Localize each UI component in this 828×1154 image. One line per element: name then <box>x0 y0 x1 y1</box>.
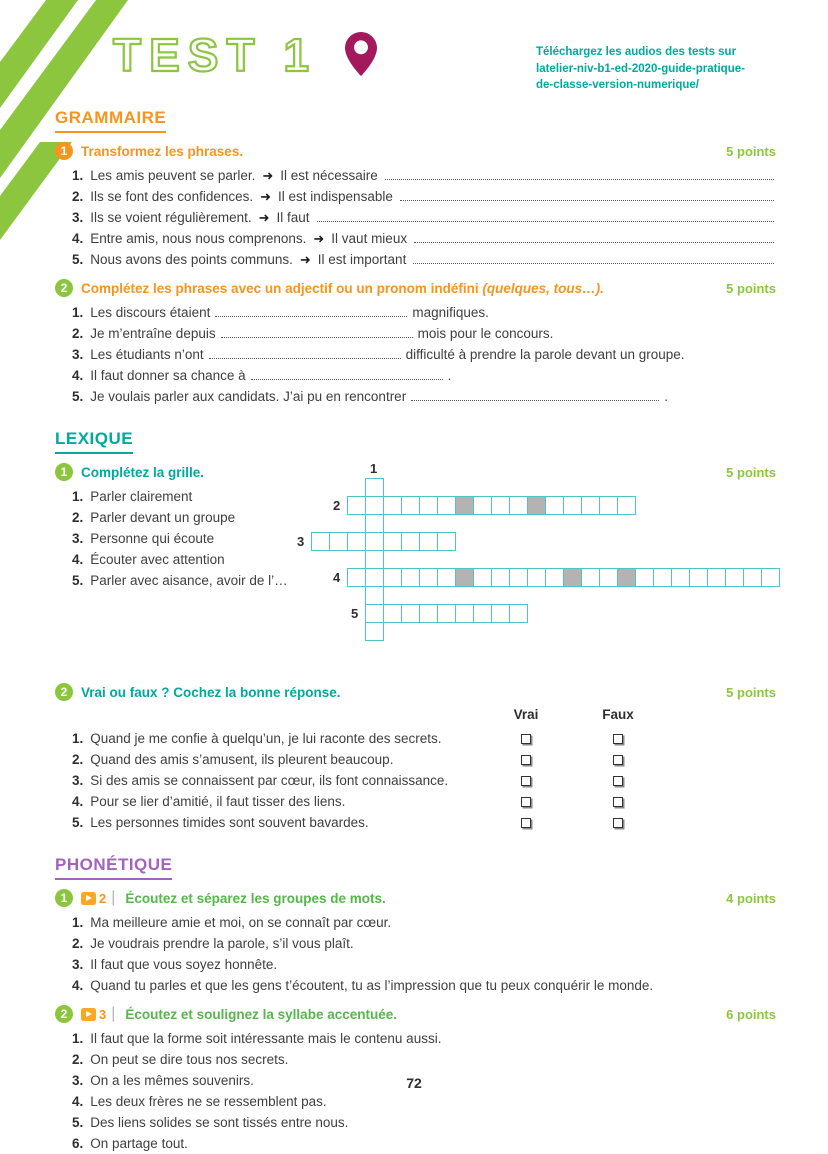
crossword-cell[interactable] <box>761 568 780 587</box>
crossword-cell[interactable] <box>347 532 366 551</box>
note-line: de-classe-version-numerique/ <box>536 79 699 92</box>
item-text: Ma meilleure amie et moi, on se connaît par cœur. <box>90 915 392 931</box>
section-phonetique <box>55 855 776 1154</box>
answer-blank[interactable] <box>413 263 774 264</box>
item-text: On partage tout. <box>90 1136 188 1152</box>
crossword-cell[interactable] <box>383 496 402 515</box>
column-header-vrai: Vrai <box>513 707 539 723</box>
item-number: 1. <box>72 1031 84 1047</box>
answer-blank[interactable] <box>385 179 774 180</box>
crossword-cell[interactable] <box>509 496 528 515</box>
item-number: 4. <box>72 794 84 810</box>
arrow-icon: ➜ <box>260 189 272 205</box>
exercise-item <box>72 323 776 344</box>
points-label: 5 points <box>726 143 776 159</box>
crossword-clue-number: 4 <box>333 570 341 586</box>
separator: | <box>111 889 116 907</box>
crossword-cell[interactable] <box>599 568 618 587</box>
audio-download-note <box>536 30 776 94</box>
item-number: 2. <box>72 936 84 952</box>
item-number: 5. <box>72 573 84 589</box>
item-text: Il faut que vous soyez honnête. <box>90 957 278 973</box>
exercise-item <box>72 1070 776 1091</box>
section-grammaire <box>55 108 776 407</box>
points-label: 5 points <box>726 464 776 480</box>
exercise-header-l2 <box>55 683 776 701</box>
item-number: 1. <box>72 489 84 505</box>
points-label: 5 points <box>726 684 776 700</box>
crossword-cell[interactable] <box>545 496 564 515</box>
page-number: 72 <box>406 1075 422 1091</box>
exercise-title: Écoutez et séparez les groupes de mots. <box>125 890 386 906</box>
item-number: 4. <box>72 978 84 994</box>
exercise-header-g1 <box>55 142 776 160</box>
crossword-cell[interactable] <box>419 604 438 623</box>
checkbox-vrai[interactable] <box>521 776 531 786</box>
item-number: 2. <box>72 1052 84 1068</box>
exercise-number-badge: 1 <box>55 142 73 160</box>
item-text: On peut se dire tous nos secrets. <box>90 1052 289 1068</box>
item-text: Il faut que la forme soit intéressante mais le contenu aussi. <box>90 1031 442 1047</box>
item-number: 3. <box>72 347 84 363</box>
audio-play-icon <box>81 892 96 905</box>
crossword-cell[interactable] <box>491 604 510 623</box>
crossword-cell[interactable] <box>491 496 510 515</box>
exercise-item <box>72 228 776 249</box>
exercise-item <box>72 1091 776 1112</box>
item-number: 4. <box>72 231 84 247</box>
note-line: Téléchargez les audios des tests sur <box>536 46 737 58</box>
crossword-cell[interactable] <box>671 568 690 587</box>
crossword-cell[interactable] <box>581 496 600 515</box>
arrow-icon: ➜ <box>313 231 325 247</box>
clue-text: Parler clairement <box>90 489 193 505</box>
statement-text: Les personnes timides sont souvent bavardes. <box>90 815 369 831</box>
item-number: 1. <box>72 915 84 931</box>
exercise-title: Complétez la grille. <box>81 464 205 480</box>
exercise-title <box>81 281 604 296</box>
crossword-cell[interactable] <box>419 568 438 587</box>
item-number: 1. <box>72 731 84 747</box>
checkbox-vrai[interactable] <box>521 755 531 765</box>
crossword-cell[interactable] <box>545 568 564 587</box>
item-number: 2. <box>72 752 84 768</box>
crossword-cell[interactable] <box>617 496 636 515</box>
exercise-item <box>72 344 776 365</box>
section-title-phonetique: PHONÉTIQUE <box>55 855 172 880</box>
crossword-cell[interactable] <box>581 568 600 587</box>
crossword-cell[interactable] <box>725 568 744 587</box>
exercise-number-badge: 2 <box>55 1005 73 1023</box>
exercise-item <box>72 975 776 996</box>
item-text: Je m’entraîne depuis <box>90 326 216 342</box>
item-prompt: Il est important <box>317 252 407 268</box>
statement-text: Quand des amis s’amusent, ils pleurent beaucoup. <box>90 752 394 768</box>
item-text: Les deux frères ne se ressemblent pas. <box>90 1094 327 1110</box>
exercise-body-g2 <box>72 302 776 407</box>
item-text: Ils se font des confidences. <box>90 189 254 205</box>
checkbox-faux[interactable] <box>613 818 623 828</box>
item-text: Des liens solides se sont tissés entre nous. <box>90 1115 349 1131</box>
exercise-number-badge: 2 <box>55 683 73 701</box>
crossword-clue-number: 5 <box>351 606 359 622</box>
exercise-header-g2 <box>55 279 776 297</box>
crossword-cell[interactable] <box>437 532 456 551</box>
answer-blank[interactable] <box>411 390 659 401</box>
exercise-item <box>72 165 776 186</box>
exercise-title: Écoutez et soulignez la syllabe accentuée. <box>125 1006 397 1022</box>
answer-blank[interactable] <box>317 221 774 222</box>
crossword-cell[interactable] <box>563 568 582 587</box>
section-title-lexique: LEXIQUE <box>55 429 133 454</box>
points-label: 5 points <box>726 280 776 296</box>
item-number: 2. <box>72 510 84 526</box>
crossword-cell[interactable] <box>419 496 438 515</box>
crossword-cell[interactable] <box>401 532 420 551</box>
item-prompt: Il faut <box>276 210 310 226</box>
item-number: 2. <box>72 189 84 205</box>
audio-track-number: 3 <box>99 1006 107 1022</box>
crossword-cell[interactable] <box>473 568 492 587</box>
item-number: 2. <box>72 326 84 342</box>
crossword-cell[interactable] <box>455 568 474 587</box>
truefalse-row <box>72 791 776 812</box>
item-prompt: Il est indispensable <box>278 189 393 205</box>
crossword-cell[interactable] <box>365 586 384 605</box>
answer-blank[interactable] <box>221 327 413 338</box>
item-text: mois pour le concours. <box>417 326 554 342</box>
crossword-cell[interactable] <box>455 496 474 515</box>
truefalse-row <box>72 812 776 833</box>
exercise-body-g1 <box>72 165 776 270</box>
crossword-cell[interactable] <box>365 496 384 515</box>
crossword-cell[interactable] <box>509 568 528 587</box>
crossword-cell[interactable] <box>653 568 672 587</box>
clue-text: Parler devant un groupe <box>90 510 236 526</box>
crossword-cell[interactable] <box>491 568 510 587</box>
statement-text: Quand je me confie à quelqu’un, je lui raconte des secrets. <box>90 731 442 747</box>
crossword-cell[interactable] <box>455 604 474 623</box>
exercise-item <box>72 302 776 323</box>
exercise-header-p1 <box>55 889 776 907</box>
points-label: 4 points <box>726 890 776 906</box>
crossword-cell[interactable] <box>401 568 420 587</box>
item-text: . <box>447 368 452 384</box>
item-number: 3. <box>72 1073 84 1089</box>
arrow-icon: ➜ <box>262 168 274 184</box>
separator: | <box>111 1005 116 1023</box>
answer-blank[interactable] <box>414 242 774 243</box>
crossword-cell[interactable] <box>365 532 384 551</box>
arrow-icon: ➜ <box>258 210 270 226</box>
checkbox-faux[interactable] <box>613 755 623 765</box>
crossword-clue-number: 3 <box>297 534 305 550</box>
exercise-number-badge: 1 <box>55 463 73 481</box>
exercise-title: Vrai ou faux ? Cochez la bonne réponse. <box>81 684 341 700</box>
crossword-cell[interactable] <box>365 604 384 623</box>
item-number: 1. <box>72 305 84 321</box>
crossword-cell[interactable] <box>419 532 438 551</box>
exercise-header-p2 <box>55 1005 776 1023</box>
section-title-grammaire: GRAMMAIRE <box>55 108 166 133</box>
crossword-cell[interactable] <box>437 496 456 515</box>
crossword-clue-number: 1 <box>370 461 378 477</box>
item-number: 5. <box>72 1115 84 1131</box>
crossword-cell[interactable] <box>329 532 348 551</box>
exercise-item <box>72 207 776 228</box>
exercise-item <box>72 186 776 207</box>
item-number: 1. <box>72 168 84 184</box>
truefalse-row <box>72 770 776 791</box>
crossword-cell[interactable] <box>437 604 456 623</box>
exercise-title-italic: (quelques, tous…). <box>482 280 604 296</box>
item-number: 5. <box>72 252 84 268</box>
statement-text: Si des amis se connaissent par cœur, ils font connaissance. <box>90 773 449 789</box>
crossword-cell[interactable] <box>527 568 546 587</box>
exercise-item <box>72 933 776 954</box>
crossword-cell[interactable] <box>473 604 492 623</box>
crossword-cell[interactable] <box>743 568 762 587</box>
item-number: 4. <box>72 1094 84 1110</box>
page-header <box>55 0 776 94</box>
truefalse-column-headers <box>72 707 776 722</box>
answer-blank[interactable] <box>251 369 443 380</box>
exercise-item <box>72 954 776 975</box>
test-title: TEST 1 <box>113 29 317 81</box>
crossword-cell[interactable] <box>707 568 726 587</box>
crossword-cell[interactable] <box>311 532 330 551</box>
location-pin-icon <box>345 32 377 81</box>
exercise-title: Transformez les phrases. <box>81 143 244 159</box>
item-number: 3. <box>72 957 84 973</box>
item-number: 4. <box>72 552 84 568</box>
item-number: 4. <box>72 368 84 384</box>
clue-text: Écouter avec attention <box>90 552 225 568</box>
item-number: 3. <box>72 773 84 789</box>
item-text: Les amis peuvent se parler. <box>90 168 256 184</box>
checkbox-faux[interactable] <box>613 797 623 807</box>
item-number: 3. <box>72 210 84 226</box>
crossword-grid <box>297 461 797 669</box>
checkbox-vrai[interactable] <box>521 797 531 807</box>
crossword-cell[interactable] <box>635 568 654 587</box>
item-text: On a les mêmes souvenirs. <box>90 1073 254 1089</box>
crossword-cell[interactable] <box>401 496 420 515</box>
item-text: Entre amis, nous nous comprenons. <box>90 231 307 247</box>
exercise-item <box>72 1049 776 1070</box>
crossword-cell[interactable] <box>365 514 384 533</box>
item-text: . <box>664 389 668 405</box>
item-prompt: Il est nécessaire <box>280 168 378 184</box>
note-line: latelier-niv-b1-ed-2020-guide-pratique- <box>536 62 745 75</box>
exercise-body-p1 <box>72 912 776 996</box>
crossword-cell[interactable] <box>365 550 384 569</box>
checkbox-vrai[interactable] <box>521 818 531 828</box>
item-number: 6. <box>72 1136 84 1152</box>
item-text: magnifiques. <box>412 305 489 321</box>
item-text: Les discours étaient <box>90 305 211 321</box>
crossword-cell[interactable] <box>563 496 582 515</box>
item-text: difficulté à prendre la parole devant un groupe. <box>405 347 685 363</box>
exercise-title-main: Complétez les phrases avec un adjectif ou un pronom indéfini <box>81 280 483 296</box>
crossword-cell[interactable] <box>617 568 636 587</box>
statement-text: Pour se lier d’amitié, il faut tisser des liens. <box>90 794 346 810</box>
crossword-cell[interactable] <box>365 622 384 641</box>
item-text: Ils se voient régulièrement. <box>90 210 252 226</box>
crossword-cell[interactable] <box>383 568 402 587</box>
item-text: Je voulais parler aux candidats. J’ai pu en rencontrer <box>90 389 407 405</box>
exercise-item <box>72 386 776 407</box>
points-label: 6 points <box>726 1006 776 1022</box>
column-header-faux: Faux <box>602 707 634 723</box>
crossword-clue-number: 2 <box>333 498 341 514</box>
section-lexique <box>55 429 776 833</box>
exercise-number-badge: 2 <box>55 279 73 297</box>
item-number: 5. <box>72 389 84 405</box>
exercise-item <box>72 912 776 933</box>
truefalse-row <box>72 749 776 770</box>
crossword-cell[interactable] <box>383 604 402 623</box>
checkbox-vrai[interactable] <box>521 734 531 744</box>
answer-blank[interactable] <box>215 306 407 317</box>
crossword-cell[interactable] <box>347 568 366 587</box>
clue-text: Parler avec aisance, avoir de l’… <box>90 573 288 589</box>
item-text: Quand tu parles et que les gens t’écoutent, tu as l’impression que tu peux conquérir le monde. <box>90 978 654 994</box>
crossword-cell[interactable] <box>365 478 384 497</box>
item-number: 5. <box>72 815 84 831</box>
audio-track-tag <box>81 889 117 907</box>
audio-play-icon <box>81 1008 96 1021</box>
crossword-cell[interactable] <box>365 568 384 587</box>
audio-track-tag <box>81 1005 117 1023</box>
checkbox-faux[interactable] <box>613 734 623 744</box>
crossword-cell[interactable] <box>401 604 420 623</box>
exercise-body-p2 <box>72 1028 776 1154</box>
audio-track-number: 2 <box>99 890 107 906</box>
exercise-item <box>72 1133 776 1154</box>
crossword-cell[interactable] <box>473 496 492 515</box>
crossword-cell[interactable] <box>689 568 708 587</box>
exercise-item <box>72 249 776 270</box>
exercise-number-badge: 1 <box>55 889 73 907</box>
clue-text: Personne qui écoute <box>90 531 215 547</box>
crossword-cell[interactable] <box>437 568 456 587</box>
crossword-cell[interactable] <box>509 604 528 623</box>
item-prompt: Il vaut mieux <box>331 231 408 247</box>
item-text: Nous avons des points communs. <box>90 252 293 268</box>
item-number: 3. <box>72 531 84 547</box>
crossword-cell[interactable] <box>347 496 366 515</box>
answer-blank[interactable] <box>400 200 774 201</box>
checkbox-faux[interactable] <box>613 776 623 786</box>
arrow-icon: ➜ <box>299 252 311 268</box>
item-text: Je voudrais prendre la parole, s’il vous plaît. <box>90 936 354 952</box>
crossword-cell[interactable] <box>527 496 546 515</box>
truefalse-row <box>72 728 776 749</box>
crossword-cell[interactable] <box>383 532 402 551</box>
crossword-cell[interactable] <box>599 496 618 515</box>
item-text: Les étudiants n’ont <box>90 347 204 363</box>
item-text: Il faut donner sa chance à <box>90 368 246 384</box>
exercise-item <box>72 1028 776 1049</box>
exercise-item <box>72 365 776 386</box>
answer-blank[interactable] <box>209 348 401 359</box>
